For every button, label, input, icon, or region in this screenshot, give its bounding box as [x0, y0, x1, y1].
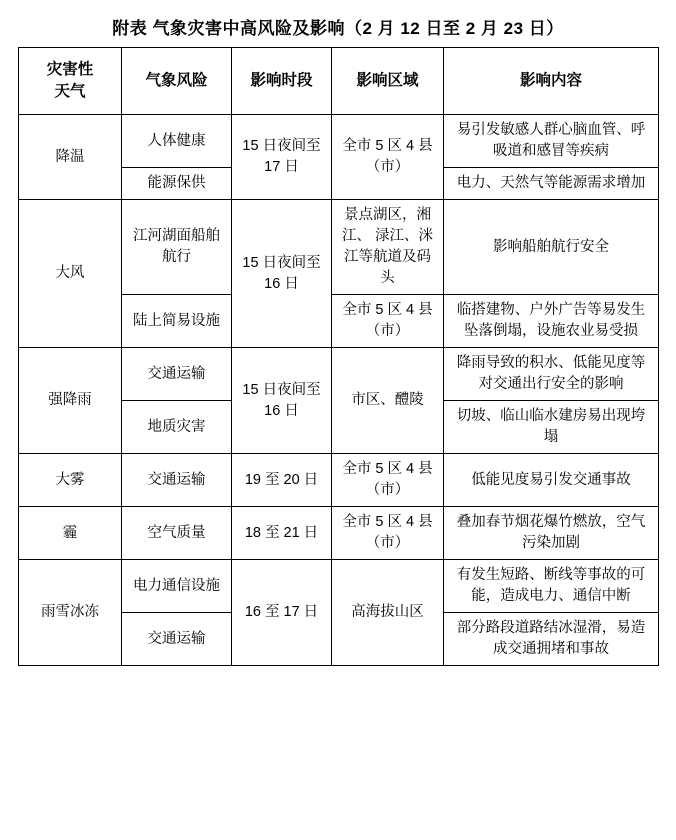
cell-impact: 叠加春节烟花爆竹燃放，空气污染加剧 — [444, 507, 659, 560]
column-header-hazard-line1: 灾害性 — [46, 60, 94, 78]
cell-area: 全市 5 区 4 县（市） — [332, 295, 444, 348]
hazard-risk-table — [18, 47, 659, 666]
table-header — [19, 48, 659, 115]
cell-risk: 电力通信设施 — [122, 560, 232, 613]
cell-hazard: 大风 — [19, 200, 122, 348]
table-header-row — [19, 48, 659, 115]
cell-risk: 江河湖面船舶航行 — [122, 200, 232, 295]
cell-risk: 能源保供 — [122, 168, 232, 200]
cell-impact: 影响船舶航行安全 — [444, 200, 659, 295]
column-header-hazard-line2: 天气 — [54, 83, 86, 100]
cell-impact: 部分路段道路结冰湿滑，易造成交通拥堵和事故 — [444, 613, 659, 666]
cell-risk: 地质灾害 — [122, 401, 232, 454]
table-row — [19, 560, 659, 613]
cell-impact: 低能见度易引发交通事故 — [444, 454, 659, 507]
cell-area: 市区、醴陵 — [332, 348, 444, 454]
cell-impact: 临搭建物、户外广告等易发生坠落倒塌，设施农业易受损 — [444, 295, 659, 348]
cell-area: 高海拔山区 — [332, 560, 444, 666]
cell-hazard: 雨雪冰冻 — [19, 560, 122, 666]
cell-period: 16 至 17 日 — [232, 560, 332, 666]
column-header-hazard — [19, 48, 122, 115]
cell-period: 15 日夜间至 16 日 — [232, 200, 332, 348]
table-row — [19, 115, 659, 168]
cell-area: 全市 5 区 4 县（市） — [332, 454, 444, 507]
column-header-area: 影响区域 — [332, 48, 444, 115]
cell-risk: 人体健康 — [122, 115, 232, 168]
table-row — [19, 507, 659, 560]
cell-hazard: 强降雨 — [19, 348, 122, 454]
table-row — [19, 200, 659, 295]
cell-hazard: 大雾 — [19, 454, 122, 507]
cell-impact: 降雨导致的积水、低能见度等对交通出行安全的影响 — [444, 348, 659, 401]
cell-area: 全市 5 区 4 县（市） — [332, 507, 444, 560]
cell-impact: 易引发敏感人群心脑血管、呼吸道和感冒等疾病 — [444, 115, 659, 168]
column-header-impact: 影响内容 — [444, 48, 659, 115]
table-row — [19, 454, 659, 507]
cell-risk: 交通运输 — [122, 454, 232, 507]
cell-period: 15 日夜间至 17 日 — [232, 115, 332, 200]
cell-impact: 有发生短路、断线等事故的可能，造成电力、通信中断 — [444, 560, 659, 613]
column-header-period: 影响时段 — [232, 48, 332, 115]
column-header-risk: 气象风险 — [122, 48, 232, 115]
cell-risk: 陆上简易设施 — [122, 295, 232, 348]
cell-risk: 交通运输 — [122, 613, 232, 666]
cell-risk: 交通运输 — [122, 348, 232, 401]
cell-hazard: 降温 — [19, 115, 122, 200]
cell-area: 全市 5 区 4 县（市） — [332, 115, 444, 200]
cell-impact: 切坡、临山临水建房易出现垮塌 — [444, 401, 659, 454]
cell-period: 18 至 21 日 — [232, 507, 332, 560]
cell-area: 景点湖区，湘江、 渌江、洣江等航道及码头 — [332, 200, 444, 295]
cell-hazard: 霾 — [19, 507, 122, 560]
page-title: 附表 气象灾害中高风险及影响（2 月 12 日至 2 月 23 日） — [112, 19, 564, 38]
table-row — [19, 348, 659, 401]
cell-impact: 电力、天然气等能源需求增加 — [444, 168, 659, 200]
cell-risk: 空气质量 — [122, 507, 232, 560]
cell-period: 19 至 20 日 — [232, 454, 332, 507]
table-body — [19, 115, 659, 666]
cell-period: 15 日夜间至 16 日 — [232, 348, 332, 454]
